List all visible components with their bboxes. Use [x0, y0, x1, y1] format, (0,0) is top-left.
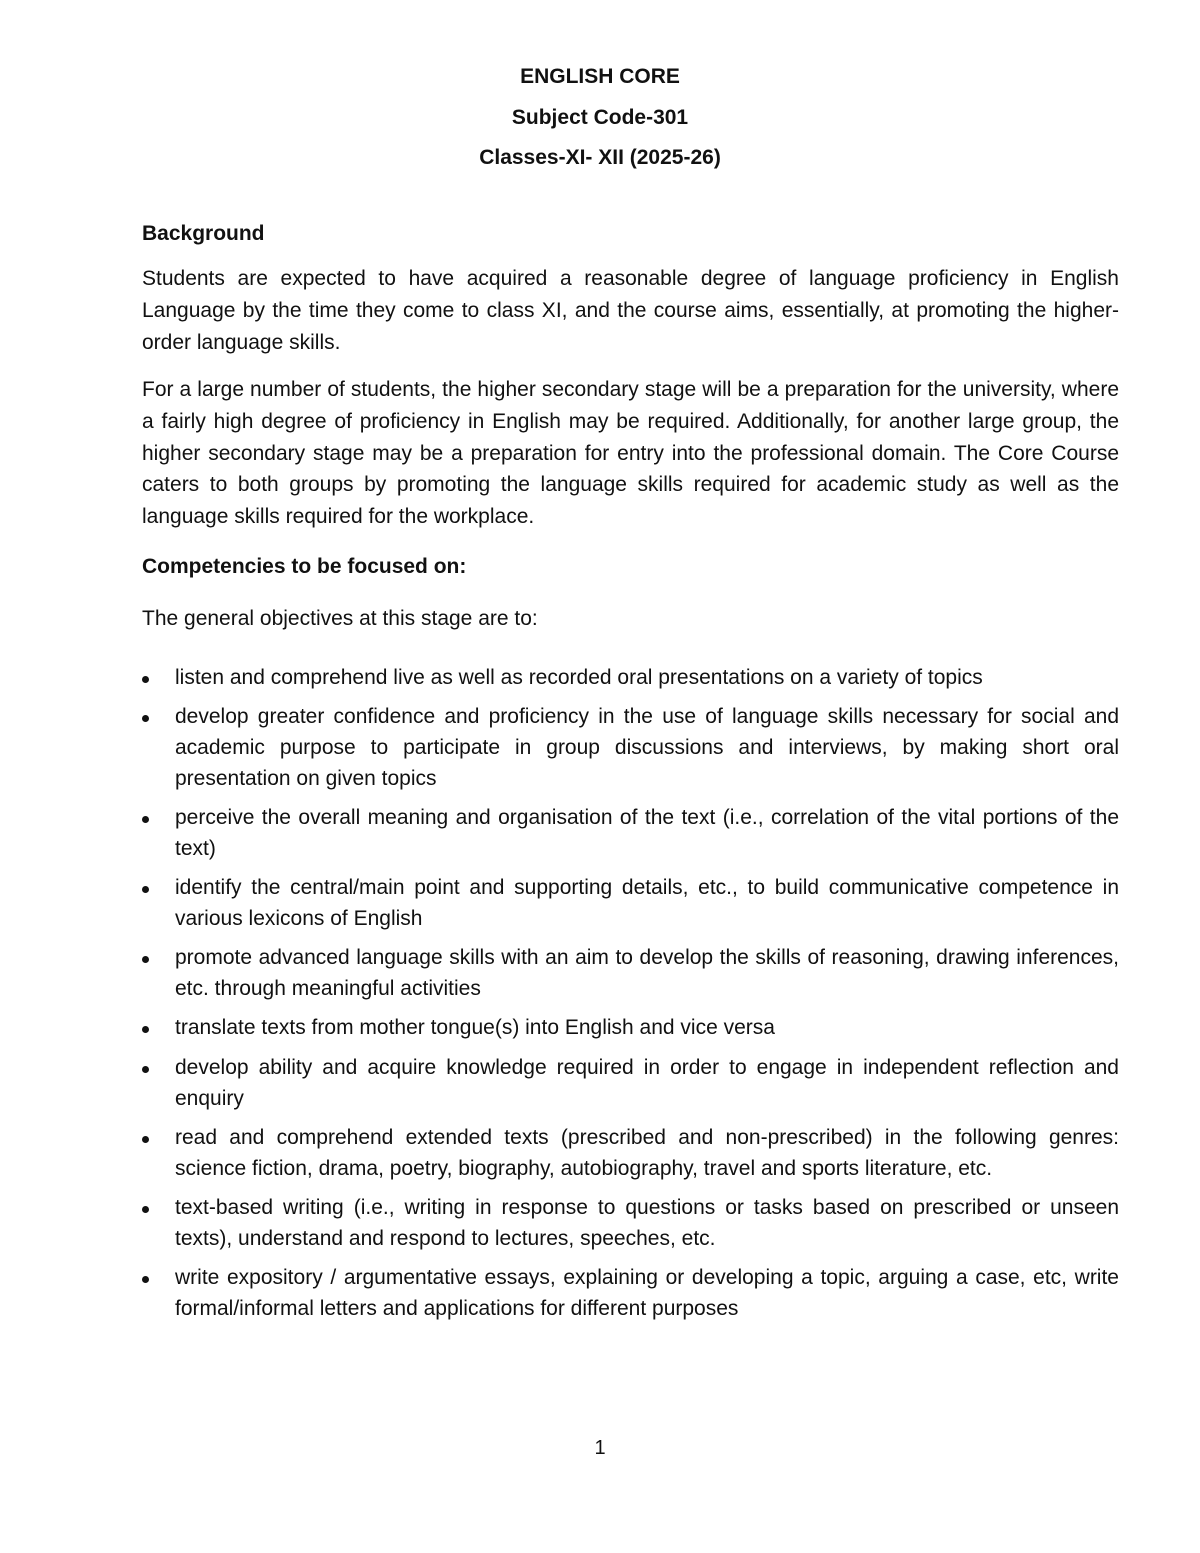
list-item-text: perceive the overall meaning and organisation of the text (i.e., correlation of the vital portions of the text)	[175, 806, 1119, 860]
list-item	[142, 873, 1119, 935]
bullet-icon	[142, 816, 149, 823]
bullet-icon	[142, 1066, 149, 1073]
classes-line: Classes-XI- XII (2025-26)	[479, 146, 721, 169]
subject-code: Subject Code-301	[511, 106, 689, 129]
list-item-text: listen and comprehend live as well as recorded oral presentations on a variety of topics	[175, 666, 983, 689]
list-item-text: translate texts from mother tongue(s) into English and vice versa	[175, 1016, 775, 1040]
bullet-icon	[142, 1136, 149, 1143]
bullet-icon	[142, 1206, 149, 1213]
list-item	[142, 1263, 1119, 1325]
list-item-text: develop ability and acquire knowledge required in order to engage in independent reflection and enquiry	[175, 1055, 1119, 1110]
list-item	[142, 1123, 1119, 1185]
list-item	[142, 1013, 1119, 1044]
list-item-text: read and comprehend extended texts (prescribed and non-prescribed) in the following genres: science fiction, drama, poetry, biography, autobiography, travel and sports literature, etc.	[175, 1125, 1119, 1180]
background-paragraph-2: For a large number of students, the higher secondary stage will be a preparation for the university, where a fairly high degree of proficiency in English may be required. Additionally, for another large group, the higher secondary stage may be a preparation for entry into the professional domain. The Core Course caters to both groups by promoting the language skills required for academic study as well as the language skills required for the workplace.	[142, 378, 1119, 529]
bullet-icon	[142, 1276, 149, 1283]
list-item	[142, 943, 1119, 1005]
background-paragraph-1: Students are expected to have acquired a reasonable degree of language proficiency in English Language by the time they come to class XI, and the course aims, essentially, at promoting the higher-order language skills.	[142, 267, 1119, 354]
list-item-text: text-based writing (i.e., writing in response to questions or tasks based on prescribed or unseen texts), understand and respond to lectures, speeches, etc.	[175, 1195, 1119, 1250]
list-item	[142, 663, 1119, 694]
list-item	[142, 803, 1119, 865]
list-item-text: write expository / argumentative essays, explaining or developing a topic, arguing a case, etc, write formal/informal letters and applications for different purposes	[175, 1266, 1119, 1320]
list-item	[142, 702, 1119, 794]
competencies-heading: Competencies to be focused on:	[142, 555, 467, 578]
page-number: 1	[594, 1437, 606, 1459]
bullet-icon	[142, 715, 149, 722]
bullet-icon	[142, 956, 149, 963]
list-item	[142, 1193, 1119, 1255]
list-item-text: identify the central/main point and supporting details, etc., to build communicative competence in various lexicons of English	[175, 876, 1119, 931]
list-item-text: develop greater confidence and proficiency in the use of language skills necessary for social and academic purpose to participate in group discussions and interviews, by making short oral presentation on given topics	[175, 705, 1119, 790]
bullet-icon	[142, 676, 149, 683]
background-heading: Background	[142, 222, 265, 245]
document-title: ENGLISH CORE	[520, 65, 680, 88]
objectives-list	[142, 663, 1119, 1333]
bullet-icon	[142, 886, 149, 893]
competencies-intro: The general objectives at this stage are to:	[142, 607, 538, 630]
list-item-text: promote advanced language skills with an aim to develop the skills of reasoning, drawing inferences, etc. through meaningful activities	[175, 946, 1119, 1001]
bullet-icon	[142, 1026, 149, 1033]
list-item	[142, 1053, 1119, 1115]
